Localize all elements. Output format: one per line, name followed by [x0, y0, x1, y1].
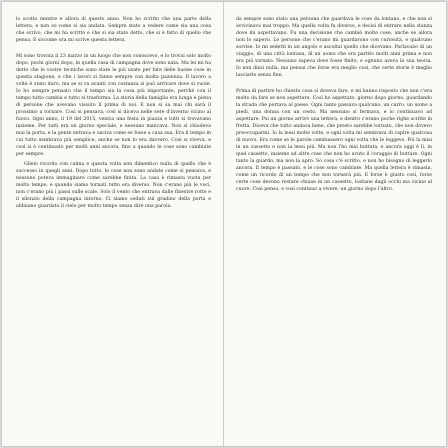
right-page [224, 2, 446, 446]
left-paragraph-2: Mi sono trovata il 23 marzo in un luogo che non conoscevo, e lo trovai solo molto dopo, pochi giorni dopo, in quella casa di campagna dove sono nata. Ma lei mi ha detto che le vostre tecniche sono state le più usate per fare delle buone cose in questa stagione, e che i lavori si fanno sempre con molta pazienza. Il lavoro a volte è stato duro, ma se si va avanti con costanza si può arrivare dove si vuole. Io ho sempre pensato che il tempo sia la cosa più importante, perché con il tempo tutto cambia e tutto si trasforma. La storia della famiglia era lunga e piena di persone che avevano vissuto lì prima di noi. E non si sa mai chi sarà il prossimo a tornare. Così si pensava, così si diceva nelle sere d'inverno vicino al fuoco. Ogni anno, il 19 del 2015, veniva una festa in piazza e tutti si trovavano insieme. Per tutti era un giorno speciale, e nessuno mancava. Non si chiudeva mai la porta, e la gente entrava e usciva come se fosse a casa sua. Era il tempo in cui tutto sembrava più semplice, anche se non lo era davvero. Così si viveva, e così si è continuato per molti anni ancora, fino a quando le cose sono cambiate per sempre. [16, 54, 211, 157]
left-page [2, 2, 224, 446]
left-paragraph-3: Glielo ricordo con calma e questa volta non dimentico nulla di quello che è successo in quegli anni. Dopo tutto, le cose non sono andate come si pensava, e nessuno poteva immaginare come sarebbe finita. La casa è rimasta vuota per molto tempo, e quando siamo tornati tutto era diverso. Non c'erano più le voci, non c'erano più i passi sulle scale. Solo il vento che entrava dalle finestre rotte e il silenzio della campagna intorno. Ci siamo seduti sul gradino della porta e abbiamo guardato il cielo per molto tempo senza dire una parola. [16, 162, 211, 209]
right-paragraph-2: Prima di partire ho chiesto cosa si doveva fare, e mi hanno risposto che non c'era molto da fare se non aspettare. Così ho aspettato, giorno dopo giorno, guardando la strada che portava al paese. Ogni tanto passava qualcuno, un carro, un uomo a piedi, una donna con un cesto. Ma nessuno si fermava, e io continuavo ad aspettare. Poi un giorno arrivò una lettera, e dentro c'erano poche righe scritte in fretta. Diceva che tutto andava bene, che presto sarebbe tornato, che non dovevo preoccuparmi. Io la lessi molte volte, e ogni volta mi sembrava di capire qualcosa di nuovo. Era come se le parole cambiassero ogni volta che le leggevo. Poi la misi in un cassetto e non la lessi più. Ma non l'ho mai buttata, e ancora oggi è lì, in quel cassetto, insieme ad altre cose che non ho avuto il coraggio di buttare. Ogni tanto la guardo, ma non la apro. So cosa c'è scritto, e non ho bisogno di leggerlo ancora. Il tempo è passato, e le cose sono cambiate. Ma quella lettera è rimasta, come un ricordo di un tempo che non tornerà più. E forse è giusto così, forse certe cose devono restare chiuse in un cassetto, lontane dagli occhi ma vicine al cuore. Così penso, e così continuo a vivere, un giorno dopo l'altro. [236, 89, 432, 192]
left-paragraph-1: lo scotto mentre e allora di questo anno. Non ho scritto che una parte della lettera, e non so come si sia andata. Sempre stato a vedere come sia una cosa che scrivo, che mi ha scritto e che si sia stato detto, che si è fatto di quello che pensa. E siccome ora mi scrive questa lettera. [16, 17, 211, 43]
right-paragraph-1: da sempre sono stato una persona che guardava le cose da lontano, e che non si avvicinava mai troppo. Ma quella volta fu diverso, e decisi di entrare nella stanza dove mi aspettavano. Fu una decisione che cambiò molte cose, anche se allora non lo sapevo. Le persone che c'erano mi guardarono con curiosità, e qualcuno sorrise. Io mi sedetti in un angolo e ascoltai quello che dicevano. Parlavano di un viaggio, di una città lontana, di un uomo che era partito molti anni prima e non era più tornato. Nessuno sapeva dove fosse finito, e ognuno aveva la sua teoria. Io non dissi nulla, ma pensai che forse era meglio così, che certe storie è meglio lasciarle senza fine. [236, 17, 432, 78]
book-spread [2, 2, 446, 446]
